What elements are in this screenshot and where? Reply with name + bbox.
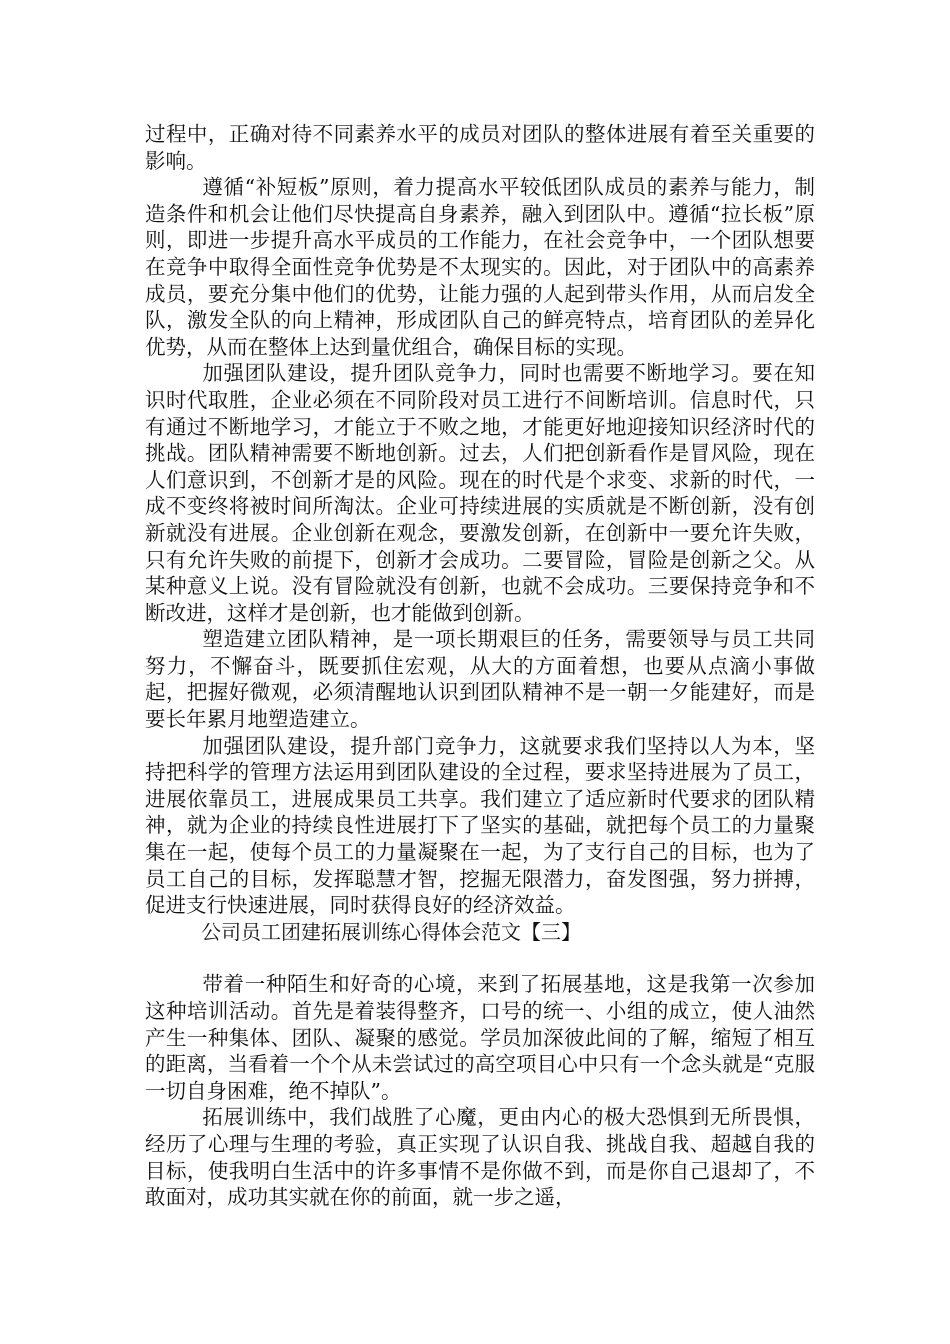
paragraph-department-competitiveness: 加强团队建设，提升部门竞争力，这就要求我们坚持以人为本，坚持把科学的管理方法运用到团队建设的全过程，要求坚持进展为了员工，进展依靠员工，进展成果员工共享。我们建立了适应新时代要求的团队精神，就为企业的持续良性进展打下了坚实的基础，就把每个员工的力量聚集在一起，使每个员工的力量凝聚在一起，为了支行自己的目标，也为了员工自己的目标，发挥聪慧才智，挖掘无限潜力，奋发图强，努力拼搏，促进支行快速进展，同时获得良好的经济效益。 <box>145 733 815 918</box>
section-heading: 公司员工团建拓展训练心得体会范文【三】 <box>201 919 581 944</box>
paragraph-training: 拓展训练中，我们战胜了心魔，更由内心的极大恐惧到无所畏惧，经历了心理与生理的考验，真正实现了认识自我、挑战自我、超越自我的目标，使我明白生活中的许多事情不是你做不到，而是你自己退却了，不敢面对，成功其实就在你的前面，就一步之遥， <box>145 1105 815 1210</box>
paragraph-arrival: 带着一种陌生和好奇的心境，来到了拓展基地，这是我第一次参加这种培训活动。首先是着装得整齐，口号的统一、小组的成立，使人油然产生一种集体、团队、凝聚的感觉。学员加深彼此间的了解，缩短了相互的距离，当看着一个个从未尝试过的高空项目心中只有一个念头就是“克服一切自身困难，绝不掉队”。 <box>145 972 815 1103</box>
paragraph-continuation: 过程中，正确对待不同素养水平的成员对团队的整体进展有着至关重要的影响。 <box>145 122 815 173</box>
paragraph-team-spirit: 塑造建立团队精神，是一项长期艰巨的任务，需要领导与员工共同努力，不懈奋斗，既要抓住宏观，从大的方面着想，也要从点滴小事做起，把握好微观，必须清醒地认识到团队精神不是一朝一夕能建好，而是要长年累月地塑造建立。 <box>145 627 815 732</box>
document-page <box>145 121 815 1211</box>
paragraph-short-board: 遵循“补短板”原则，着力提高水平较低团队成员的素养与能力，制造条件和机会让他们尽快提高自身素养，融入到团队中。遵循“拉长板”原则，即进一步提升高水平成员的工作能力，在社会竞争中，一个团队想要在竞争中取得全面性竞争优势是不太现实的。因此，对于团队中的高素养成员，要充分集中他们的优势，让能力强的人起到带头作用，从而启发全队，激发全队的向上精神，形成团队自己的鲜亮特点，培育团队的差异化优势，从而在整体上达到量优组合，确保目标的实现。 <box>145 175 815 359</box>
paragraph-learning-innovation: 加强团队建设，提升团队竞争力，同时也需要不断地学习。要在知识时代取胜，企业必须在不同阶段对员工进行不间断培训。信息时代，只有通过不断地学习，才能立于不败之地，才能更好地迎接知识经济时代的挑战。团队精神需要不断地创新。过去，人们把创新看作是冒风险，现在人们意识到，不创新才是的风险。现在的时代是个求变、求新的时代，一成不变终将被时间所淘汰。企业可持续进展的实质就是不断创新，没有创新就没有进展。企业创新在观念，要激发创新，在创新中一要允许失败，只有允许失败的前提下，创新才会成功。二要冒险，冒险是创新之父。从某种意义上说。没有冒险就没有创新，也就不会成功。三要保持竞争和不断改进，这样才是创新，也才能做到创新。 <box>145 361 815 625</box>
